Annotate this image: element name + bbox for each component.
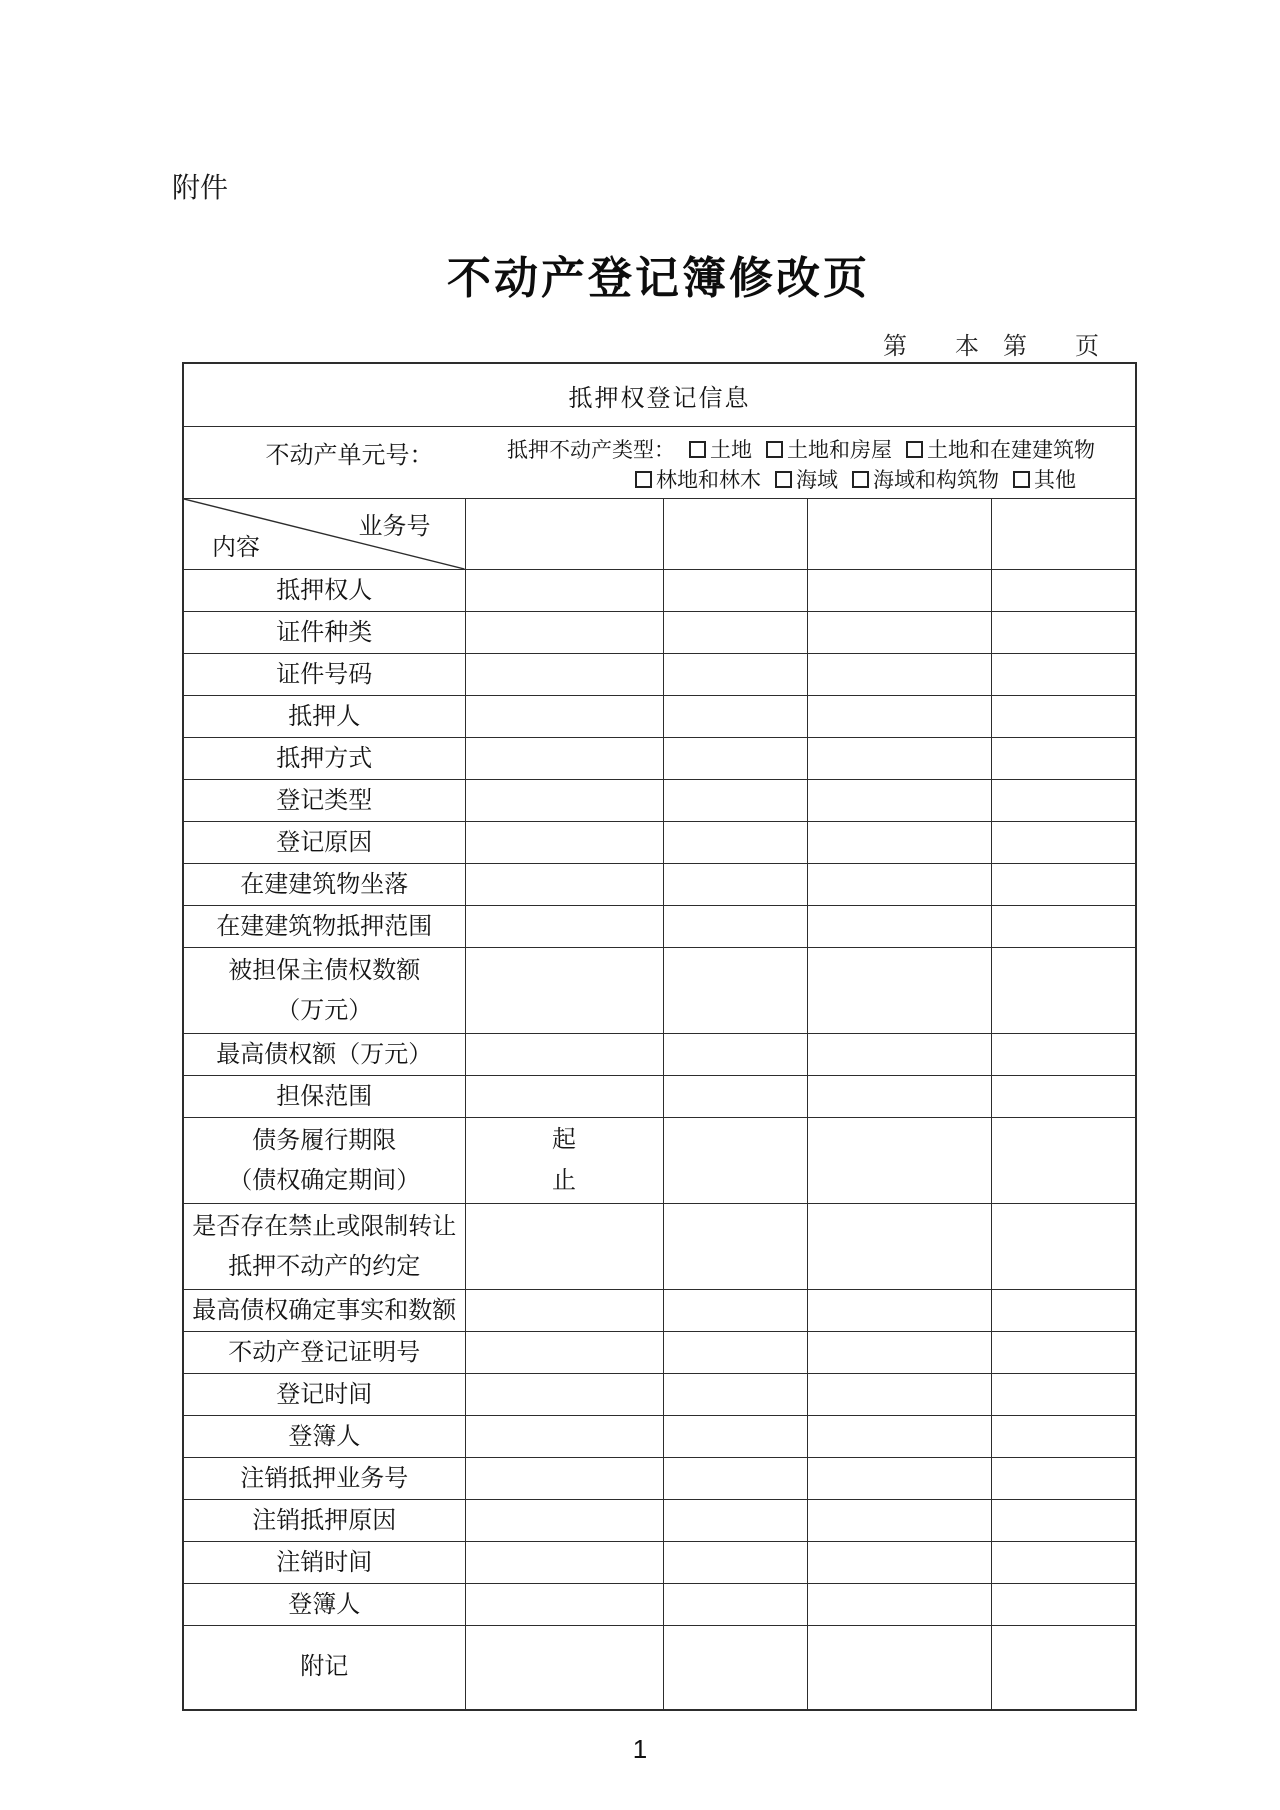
table-row — [183, 906, 1136, 948]
value-cell — [663, 1458, 807, 1500]
mortgage-type-line-2 — [507, 464, 1131, 494]
value-cell — [465, 1076, 663, 1118]
value-cell — [663, 822, 807, 864]
value-cell — [663, 1290, 807, 1332]
value-cell — [991, 738, 1136, 780]
checkbox-icon — [635, 471, 652, 488]
row-label-cell — [183, 1500, 465, 1542]
table-row — [183, 1290, 1136, 1332]
page-number: 1 — [632, 1734, 648, 1764]
row-label-line2: （债权确定期间） — [228, 1167, 421, 1194]
value-cell — [663, 1374, 807, 1416]
value-cell — [991, 906, 1136, 948]
value-cell — [991, 1118, 1136, 1204]
table-row — [183, 1332, 1136, 1374]
row-label-cell — [183, 864, 465, 906]
row-label-cell — [183, 1332, 465, 1374]
value-cell — [807, 1374, 991, 1416]
value-cell — [663, 906, 807, 948]
value-cell — [465, 780, 663, 822]
business-number-cell — [663, 499, 807, 570]
value-cell — [663, 1416, 807, 1458]
value-cell — [663, 1500, 807, 1542]
checkbox-option-sea-structure — [852, 464, 999, 494]
value-cell — [991, 1204, 1136, 1290]
checkbox-label: 土地 — [710, 438, 752, 462]
value-cell — [807, 864, 991, 906]
table-row — [183, 654, 1136, 696]
value-cell — [465, 1500, 663, 1542]
checkbox-option-other — [1013, 464, 1076, 494]
row-label-cell — [183, 906, 465, 948]
row-label: 证件种类 — [276, 619, 373, 646]
business-number-cell — [465, 499, 663, 570]
row-label-cell — [183, 612, 465, 654]
row-label-line2: 抵押不动产的约定 — [228, 1253, 421, 1280]
value-cell — [991, 570, 1136, 612]
table-row — [183, 1034, 1136, 1076]
value-cell — [991, 1076, 1136, 1118]
row-label-cell — [183, 570, 465, 612]
value-cell — [663, 1542, 807, 1584]
value-cell — [807, 1416, 991, 1458]
value-cell — [465, 612, 663, 654]
row-label-cell — [183, 822, 465, 864]
row-label-cell — [183, 1626, 465, 1710]
row-label-cell — [183, 1374, 465, 1416]
value-cell — [807, 1584, 991, 1626]
value-cell — [663, 612, 807, 654]
value-cell — [465, 654, 663, 696]
row-label: 注销时间 — [276, 1549, 373, 1576]
value-cell — [807, 906, 991, 948]
value-cell — [465, 1542, 663, 1584]
value-cell — [465, 1118, 663, 1204]
unit-type-content — [184, 427, 1135, 498]
checkbox-label: 土地和房屋 — [787, 438, 892, 462]
value-cell — [465, 864, 663, 906]
row-label: 不动产登记证明号 — [228, 1339, 421, 1366]
value-cell — [991, 864, 1136, 906]
unit-number-label: 不动产单元号： — [265, 443, 434, 469]
value-cell — [465, 696, 663, 738]
matrix-corner-cell — [183, 499, 465, 570]
value-cell — [663, 780, 807, 822]
checkbox-icon — [906, 441, 923, 458]
row-label-cell — [183, 780, 465, 822]
table-row — [183, 738, 1136, 780]
value-cell — [807, 1626, 991, 1710]
volume-page-line: 第 本 第 页 — [883, 334, 1099, 360]
value-cell — [465, 1374, 663, 1416]
section-title: 抵押权登记信息 — [183, 363, 1136, 427]
row-label-cell — [183, 1034, 465, 1076]
row-label-cell — [183, 1204, 465, 1290]
business-number-cell — [807, 499, 991, 570]
section-title-row — [183, 363, 1136, 427]
value-cell — [465, 906, 663, 948]
value-cell — [991, 822, 1136, 864]
value-cell — [465, 1626, 663, 1710]
value-cell — [465, 948, 663, 1034]
value-cell — [663, 654, 807, 696]
business-number-header: 业务号 — [358, 514, 431, 540]
table-row — [183, 612, 1136, 654]
value-cell — [807, 780, 991, 822]
checkbox-icon — [1013, 471, 1030, 488]
checkbox-option-sea — [775, 464, 838, 494]
value-cell — [465, 1290, 663, 1332]
value-cell — [807, 1034, 991, 1076]
value-cell — [991, 654, 1136, 696]
value-cell — [663, 1118, 807, 1204]
value-cell — [807, 654, 991, 696]
row-label: 登记类型 — [276, 787, 373, 814]
mortgage-registration-table — [182, 362, 1137, 1711]
value-cell — [807, 612, 991, 654]
matrix-header-row — [183, 499, 1136, 570]
value-cell — [663, 1584, 807, 1626]
table-row — [183, 1542, 1136, 1584]
value-cell — [807, 1204, 991, 1290]
table-row — [183, 1374, 1136, 1416]
row-label-cell — [183, 1416, 465, 1458]
value-cell — [807, 948, 991, 1034]
row-label-cell — [183, 1118, 465, 1204]
value-cell — [807, 696, 991, 738]
table-row — [183, 948, 1136, 1034]
table-row — [183, 1118, 1136, 1204]
value-cell — [807, 1458, 991, 1500]
value-cell — [807, 738, 991, 780]
value-cell — [663, 864, 807, 906]
checkbox-option-forest — [635, 464, 761, 494]
row-label: 最高债权确定事实和数额 — [192, 1297, 457, 1324]
value-cell — [807, 1290, 991, 1332]
value-cell — [991, 696, 1136, 738]
checkbox-icon — [766, 441, 783, 458]
value-cell — [807, 1542, 991, 1584]
row-label: 登簿人 — [288, 1591, 361, 1618]
value-cell — [465, 1204, 663, 1290]
checkbox-icon — [689, 441, 706, 458]
table-row — [183, 570, 1136, 612]
row-label-cell — [183, 738, 465, 780]
period-end-label: 止 — [552, 1167, 576, 1194]
value-cell — [663, 1076, 807, 1118]
row-label-cell — [183, 654, 465, 696]
value-cell — [991, 1584, 1136, 1626]
row-label: 被担保主债权数额 — [228, 957, 421, 984]
checkbox-label: 其他 — [1034, 468, 1076, 492]
checkbox-option-land-construction — [906, 434, 1095, 464]
value-cell — [663, 1034, 807, 1076]
value-cell — [991, 1416, 1136, 1458]
table-row — [183, 822, 1136, 864]
value-cell — [465, 1034, 663, 1076]
value-cell — [663, 1332, 807, 1374]
table-row — [183, 1500, 1136, 1542]
row-label: 在建建筑物坐落 — [240, 871, 409, 898]
row-label: 担保范围 — [276, 1083, 373, 1110]
value-cell — [807, 1500, 991, 1542]
mortgage-type-block — [507, 434, 1131, 494]
table-row — [183, 696, 1136, 738]
value-cell — [465, 822, 663, 864]
row-label-cell — [183, 1584, 465, 1626]
value-cell — [465, 738, 663, 780]
attachment-label: 附件 — [172, 172, 229, 203]
row-label-cell — [183, 948, 465, 1034]
value-cell — [465, 1584, 663, 1626]
value-cell — [991, 1500, 1136, 1542]
table-row — [183, 1626, 1136, 1710]
table-row — [183, 1204, 1136, 1290]
value-cell — [807, 822, 991, 864]
value-cell — [465, 1332, 663, 1374]
row-label-line2: （万元） — [276, 997, 373, 1024]
checkbox-option-land-house — [766, 434, 892, 464]
table-row — [183, 1584, 1136, 1626]
row-label: 登簿人 — [288, 1423, 361, 1450]
page-title: 不动产登记簿修改页 — [447, 254, 870, 303]
value-cell — [663, 1204, 807, 1290]
row-label-cell — [183, 696, 465, 738]
row-label: 是否存在禁止或限制转让 — [192, 1213, 457, 1240]
value-cell — [991, 1542, 1136, 1584]
row-label: 抵押方式 — [276, 745, 373, 772]
value-cell — [807, 1332, 991, 1374]
checkbox-label: 海域和构筑物 — [873, 468, 999, 492]
value-cell — [991, 1332, 1136, 1374]
content-header: 内容 — [212, 535, 260, 561]
unit-type-cell — [183, 427, 1136, 499]
row-label-cell — [183, 1542, 465, 1584]
value-cell — [807, 1118, 991, 1204]
value-cell — [465, 1458, 663, 1500]
value-cell — [807, 570, 991, 612]
checkbox-label: 林地和林木 — [656, 468, 761, 492]
value-cell — [991, 780, 1136, 822]
row-label: 证件号码 — [276, 661, 373, 688]
table-row — [183, 1458, 1136, 1500]
business-number-cell — [991, 499, 1136, 570]
value-cell — [663, 948, 807, 1034]
row-label: 最高债权额（万元） — [216, 1041, 433, 1068]
table-row — [183, 1076, 1136, 1118]
value-cell — [663, 570, 807, 612]
row-label: 注销抵押业务号 — [240, 1465, 409, 1492]
row-label: 注销抵押原因 — [252, 1507, 397, 1534]
value-cell — [807, 1076, 991, 1118]
row-label: 债务履行期限 — [252, 1127, 397, 1154]
value-cell — [663, 738, 807, 780]
row-label: 附记 — [300, 1654, 349, 1681]
row-label: 抵押人 — [288, 703, 361, 730]
value-cell — [991, 612, 1136, 654]
mortgage-type-label: 抵押不动产类型： — [507, 438, 675, 462]
mortgage-type-line-1 — [507, 434, 1131, 464]
value-cell — [991, 1034, 1136, 1076]
value-cell — [991, 1290, 1136, 1332]
table-row — [183, 780, 1136, 822]
period-start-label: 起 — [552, 1126, 576, 1153]
checkbox-label: 海域 — [796, 468, 838, 492]
value-cell — [663, 696, 807, 738]
checkbox-icon — [852, 471, 869, 488]
value-cell — [991, 1374, 1136, 1416]
checkbox-label: 土地和在建建筑物 — [927, 438, 1095, 462]
row-label-cell — [183, 1458, 465, 1500]
value-cell — [991, 1458, 1136, 1500]
value-cell — [465, 570, 663, 612]
row-label-cell — [183, 1076, 465, 1118]
unit-type-row — [183, 427, 1136, 499]
value-cell — [991, 948, 1136, 1034]
value-cell — [465, 1416, 663, 1458]
row-label: 登记原因 — [276, 829, 373, 856]
row-label-cell — [183, 1290, 465, 1332]
checkbox-icon — [775, 471, 792, 488]
row-label: 在建建筑物抵押范围 — [216, 913, 433, 940]
row-label: 登记时间 — [276, 1381, 373, 1408]
checkbox-option-land — [689, 434, 752, 464]
value-cell — [991, 1626, 1136, 1710]
table-row — [183, 864, 1136, 906]
row-label: 抵押权人 — [276, 577, 373, 604]
value-cell — [663, 1626, 807, 1710]
table-row — [183, 1416, 1136, 1458]
